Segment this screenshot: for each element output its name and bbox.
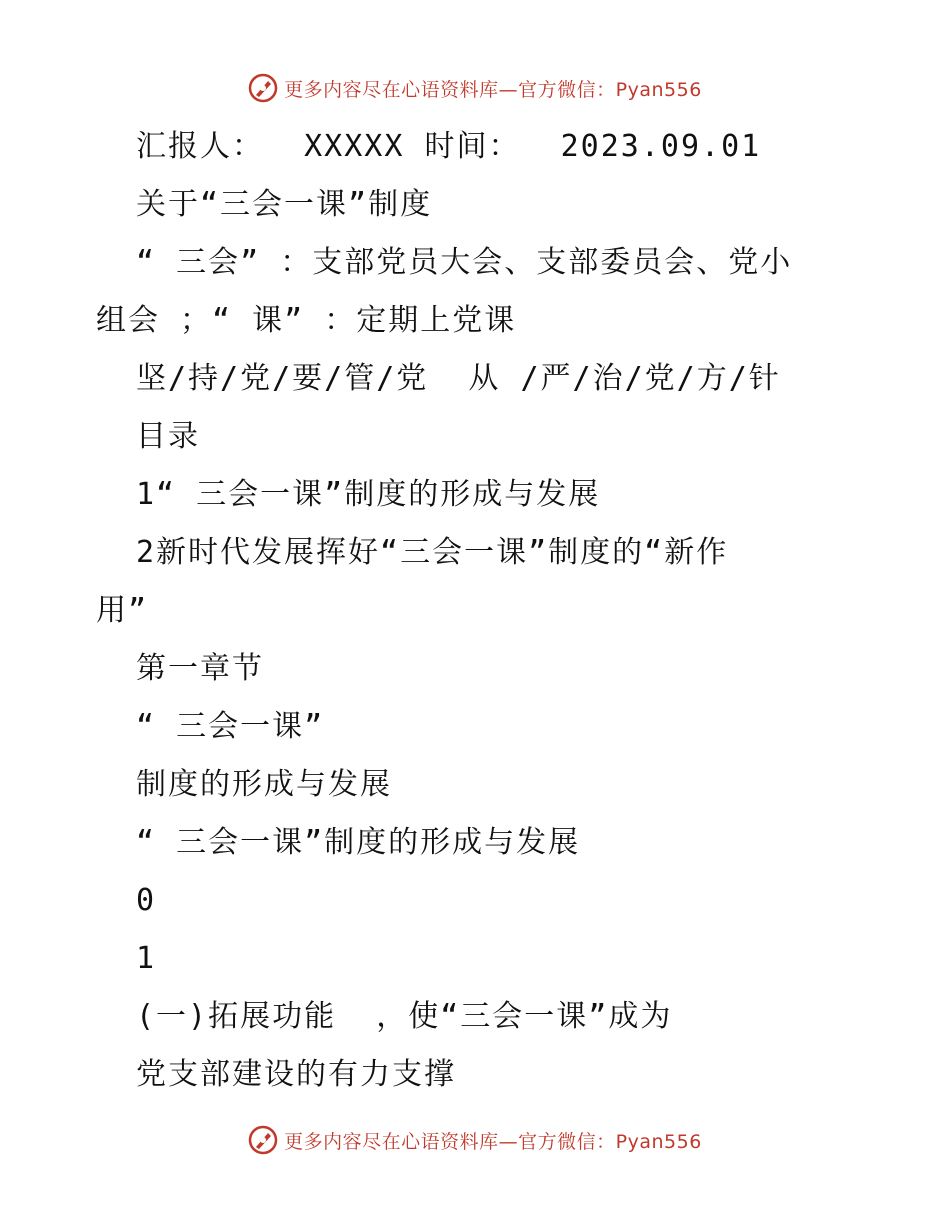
text-line: 坚/持/党/要/管/党 从 /严/治/党/方/针 <box>136 361 781 396</box>
text-line: 党支部建设的有力支撑 <box>136 1057 456 1092</box>
text-line: “ 三会一课” <box>136 709 325 744</box>
watermark-text: 更多内容尽在心语资料库—官方微信：Pyan556 <box>284 1130 702 1153</box>
reporter-line: 汇报人： XXXXX 时间： 2023.09.01 <box>136 129 762 164</box>
toc-item-continued: 用” <box>96 593 149 628</box>
text-line: “ 三会” ：支部党员大会、支部委员会、党小 <box>136 245 793 280</box>
toc-heading: 目录 <box>136 419 200 454</box>
subsection-heading: (一)拓展功能 ，使“三会一课”成为 <box>136 999 673 1034</box>
toc-item: 2新时代发展挥好“三会一课”制度的“新作 <box>136 535 729 570</box>
section-number: 1 <box>136 941 157 976</box>
watermark-text: 更多内容尽在心语资料库—官方微信：Pyan556 <box>284 78 702 101</box>
watermark-footer <box>0 1122 950 1158</box>
quill-logo-icon <box>248 73 278 103</box>
section-heading: “ 三会一课”制度的形成与发展 <box>136 825 581 860</box>
document-body <box>96 118 836 1104</box>
watermark-header <box>0 70 950 106</box>
text-line: 制度的形成与发展 <box>136 767 392 802</box>
section-number: 0 <box>136 883 157 918</box>
document-title: 关于“三会一课”制度 <box>136 187 433 222</box>
chapter-heading: 第一章节 <box>136 651 264 686</box>
quill-logo-icon <box>248 1125 278 1155</box>
toc-item: 1“ 三会一课”制度的形成与发展 <box>136 477 601 512</box>
text-line: 组会 ；“ 课” ：定期上党课 <box>96 303 517 338</box>
